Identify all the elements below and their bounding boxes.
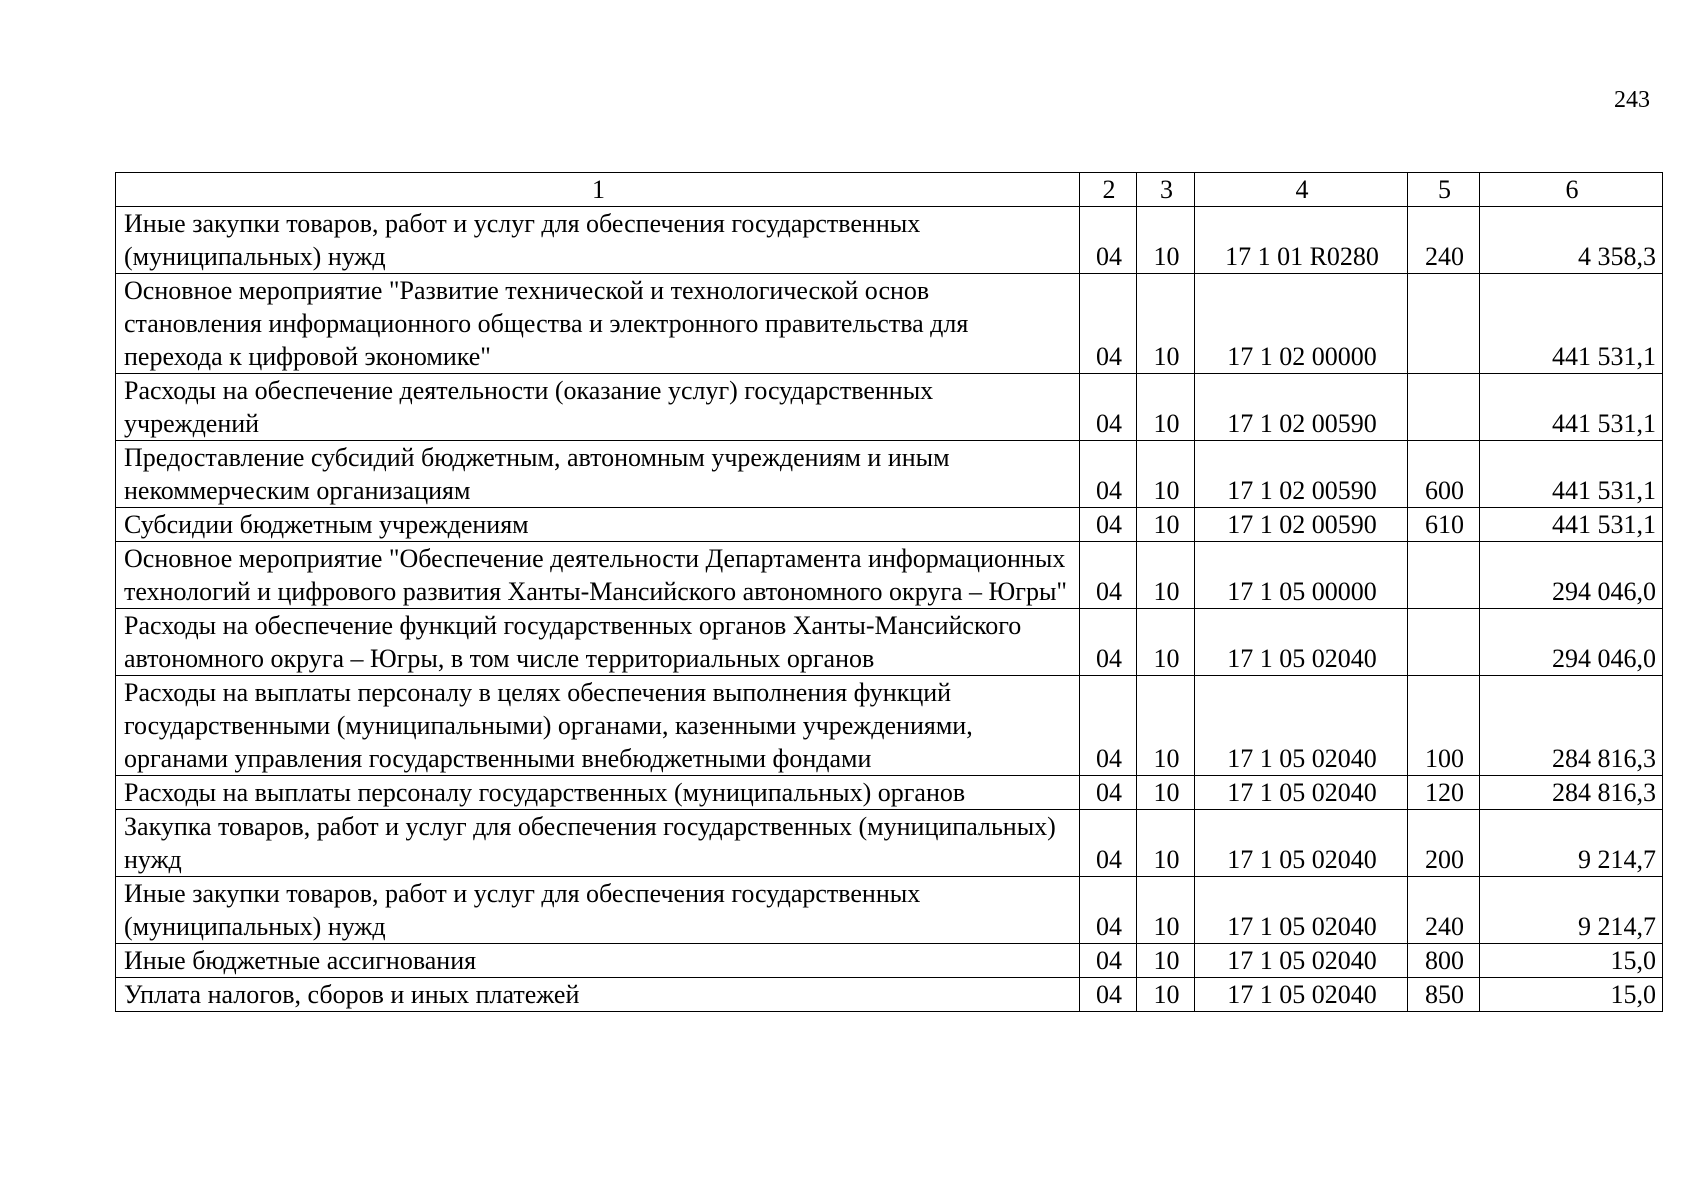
row-sum: 284 816,3 (1480, 676, 1663, 776)
row-type: 800 (1408, 944, 1480, 978)
row-section: 04 (1080, 542, 1137, 609)
header-col-4: 4 (1195, 173, 1408, 207)
table-row (116, 542, 1663, 609)
row-section: 04 (1080, 207, 1137, 274)
table-row (116, 877, 1663, 944)
table-row (116, 274, 1663, 374)
row-code: 17 1 02 00000 (1195, 274, 1408, 374)
row-subsection: 10 (1137, 374, 1195, 441)
table-row (116, 676, 1663, 776)
row-sum: 294 046,0 (1480, 542, 1663, 609)
row-code: 17 1 02 00590 (1195, 508, 1408, 542)
row-type: 100 (1408, 676, 1480, 776)
table-row (116, 207, 1663, 274)
table-row (116, 944, 1663, 978)
row-code: 17 1 05 02040 (1195, 609, 1408, 676)
header-col-3: 3 (1137, 173, 1195, 207)
row-subsection: 10 (1137, 274, 1195, 374)
row-subsection: 10 (1137, 508, 1195, 542)
row-name: Расходы на выплаты персоналу государственных (муниципальных) органов (116, 776, 1080, 810)
row-name: Иные закупки товаров, работ и услуг для обеспечения государственных (муниципальных) нужд (116, 877, 1080, 944)
table-row (116, 609, 1663, 676)
row-sum: 441 531,1 (1480, 508, 1663, 542)
row-type: 240 (1408, 207, 1480, 274)
row-name: Основное мероприятие "Развитие технической и технологической основ становления информационного общества и электронного правительства для перехода к цифровой экономике" (116, 274, 1080, 374)
table-header-row (116, 173, 1663, 207)
row-type (1408, 542, 1480, 609)
row-name: Иные бюджетные ассигнования (116, 944, 1080, 978)
row-sum: 441 531,1 (1480, 274, 1663, 374)
row-section: 04 (1080, 810, 1137, 877)
row-sum: 9 214,7 (1480, 877, 1663, 944)
row-section: 04 (1080, 374, 1137, 441)
row-section: 04 (1080, 978, 1137, 1012)
table-row (116, 374, 1663, 441)
row-subsection: 10 (1137, 944, 1195, 978)
row-sum: 15,0 (1480, 978, 1663, 1012)
row-type (1408, 374, 1480, 441)
row-name: Субсидии бюджетным учреждениям (116, 508, 1080, 542)
row-subsection: 10 (1137, 207, 1195, 274)
row-subsection: 10 (1137, 676, 1195, 776)
row-section: 04 (1080, 877, 1137, 944)
row-section: 04 (1080, 944, 1137, 978)
table-row (116, 508, 1663, 542)
row-name: Расходы на обеспечение деятельности (оказание услуг) государственных учреждений (116, 374, 1080, 441)
row-code: 17 1 05 02040 (1195, 810, 1408, 877)
row-type: 200 (1408, 810, 1480, 877)
row-sum: 15,0 (1480, 944, 1663, 978)
row-code: 17 1 05 02040 (1195, 944, 1408, 978)
row-type (1408, 274, 1480, 374)
row-subsection: 10 (1137, 441, 1195, 508)
table-row (116, 776, 1663, 810)
row-code: 17 1 01 R0280 (1195, 207, 1408, 274)
row-code: 17 1 05 02040 (1195, 676, 1408, 776)
header-col-2: 2 (1080, 173, 1137, 207)
row-name: Закупка товаров, работ и услуг для обеспечения государственных (муниципальных) нужд (116, 810, 1080, 877)
row-section: 04 (1080, 441, 1137, 508)
row-sum: 284 816,3 (1480, 776, 1663, 810)
row-subsection: 10 (1137, 978, 1195, 1012)
row-section: 04 (1080, 609, 1137, 676)
row-sum: 441 531,1 (1480, 441, 1663, 508)
row-section: 04 (1080, 676, 1137, 776)
row-name: Расходы на выплаты персоналу в целях обеспечения выполнения функций государственными (муниципальными) органами, казенными учреждениями, органами управления государственными внебюджетными фондами (116, 676, 1080, 776)
row-name: Иные закупки товаров, работ и услуг для обеспечения государственных (муниципальных) нужд (116, 207, 1080, 274)
row-code: 17 1 02 00590 (1195, 441, 1408, 508)
row-code: 17 1 05 02040 (1195, 978, 1408, 1012)
row-sum: 441 531,1 (1480, 374, 1663, 441)
header-col-6: 6 (1480, 173, 1663, 207)
row-section: 04 (1080, 776, 1137, 810)
row-name: Уплата налогов, сборов и иных платежей (116, 978, 1080, 1012)
row-sum: 294 046,0 (1480, 609, 1663, 676)
row-sum: 9 214,7 (1480, 810, 1663, 877)
table-row (116, 441, 1663, 508)
budget-table-body (116, 173, 1663, 1012)
row-type: 850 (1408, 978, 1480, 1012)
row-subsection: 10 (1137, 776, 1195, 810)
row-sum: 4 358,3 (1480, 207, 1663, 274)
row-code: 17 1 05 00000 (1195, 542, 1408, 609)
header-col-1: 1 (116, 173, 1080, 207)
row-type: 600 (1408, 441, 1480, 508)
row-subsection: 10 (1137, 877, 1195, 944)
row-type: 120 (1408, 776, 1480, 810)
row-subsection: 10 (1137, 810, 1195, 877)
table-row (116, 810, 1663, 877)
row-section: 04 (1080, 508, 1137, 542)
row-name: Предоставление субсидий бюджетным, автономным учреждениям и иным некоммерческим организациям (116, 441, 1080, 508)
table-row (116, 978, 1663, 1012)
page-number: 243 (1614, 87, 1650, 113)
row-section: 04 (1080, 274, 1137, 374)
row-subsection: 10 (1137, 609, 1195, 676)
row-name: Расходы на обеспечение функций государственных органов Ханты-Мансийского автономного округа – Югры, в том числе территориальных органов (116, 609, 1080, 676)
row-type: 240 (1408, 877, 1480, 944)
row-type: 610 (1408, 508, 1480, 542)
row-name: Основное мероприятие "Обеспечение деятельности Департамента информационных технологий и цифрового развития Ханты-Мансийского автономного округа – Югры" (116, 542, 1080, 609)
budget-table (115, 172, 1663, 1012)
row-code: 17 1 05 02040 (1195, 877, 1408, 944)
row-subsection: 10 (1137, 542, 1195, 609)
row-code: 17 1 05 02040 (1195, 776, 1408, 810)
row-type (1408, 609, 1480, 676)
row-code: 17 1 02 00590 (1195, 374, 1408, 441)
header-col-5: 5 (1408, 173, 1480, 207)
